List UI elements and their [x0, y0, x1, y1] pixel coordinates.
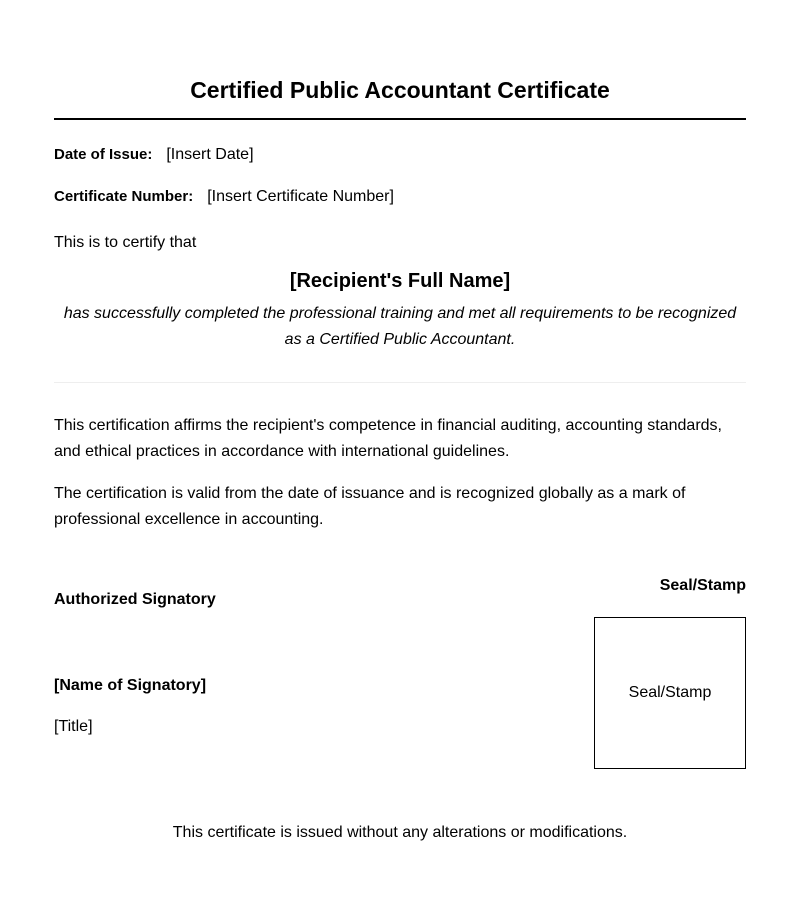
certificate-page: [54, 0, 746, 915]
certify-intro-text: This is to certify that: [54, 234, 197, 251]
authorized-signatory-heading: Authorized Signatory: [54, 591, 216, 608]
certificate-number-label: Certificate Number:: [54, 188, 194, 205]
seal-stamp-box-label: Seal/Stamp: [628, 684, 712, 701]
section-divider: [54, 382, 746, 383]
seal-stamp-heading: Seal/Stamp: [659, 577, 746, 594]
date-of-issue-row: [54, 145, 254, 165]
competence-paragraph: This certification affirms the recipient's competence in financial auditing, accounting standards, and ethical practices in accordance with international guidelines.: [54, 417, 722, 460]
date-of-issue-value: [Insert Date]: [166, 146, 254, 163]
title-divider: [54, 118, 746, 120]
date-of-issue-label: Date of Issue:: [54, 146, 153, 163]
footer-note: This certificate is issued without any alterations or modifications.: [172, 824, 628, 841]
certificate-number-value: [Insert Certificate Number]: [207, 188, 394, 205]
seal-stamp-box: [594, 617, 746, 769]
validity-paragraph: The certification is valid from the date of issuance and is recognized globally as a mark of professional excellence in accounting.: [54, 485, 686, 528]
certificate-number-row: [54, 187, 394, 207]
certificate-title: Certified Public Accountant Certificate: [190, 77, 610, 103]
recipient-name: [Recipient's Full Name]: [289, 270, 511, 292]
completion-statement: has successfully completed the professional training and met all requirements to be recognized as a Certified Public Accountant.: [63, 305, 737, 348]
signatory-title: [Title]: [54, 718, 93, 735]
signatory-name: [Name of Signatory]: [54, 677, 207, 694]
